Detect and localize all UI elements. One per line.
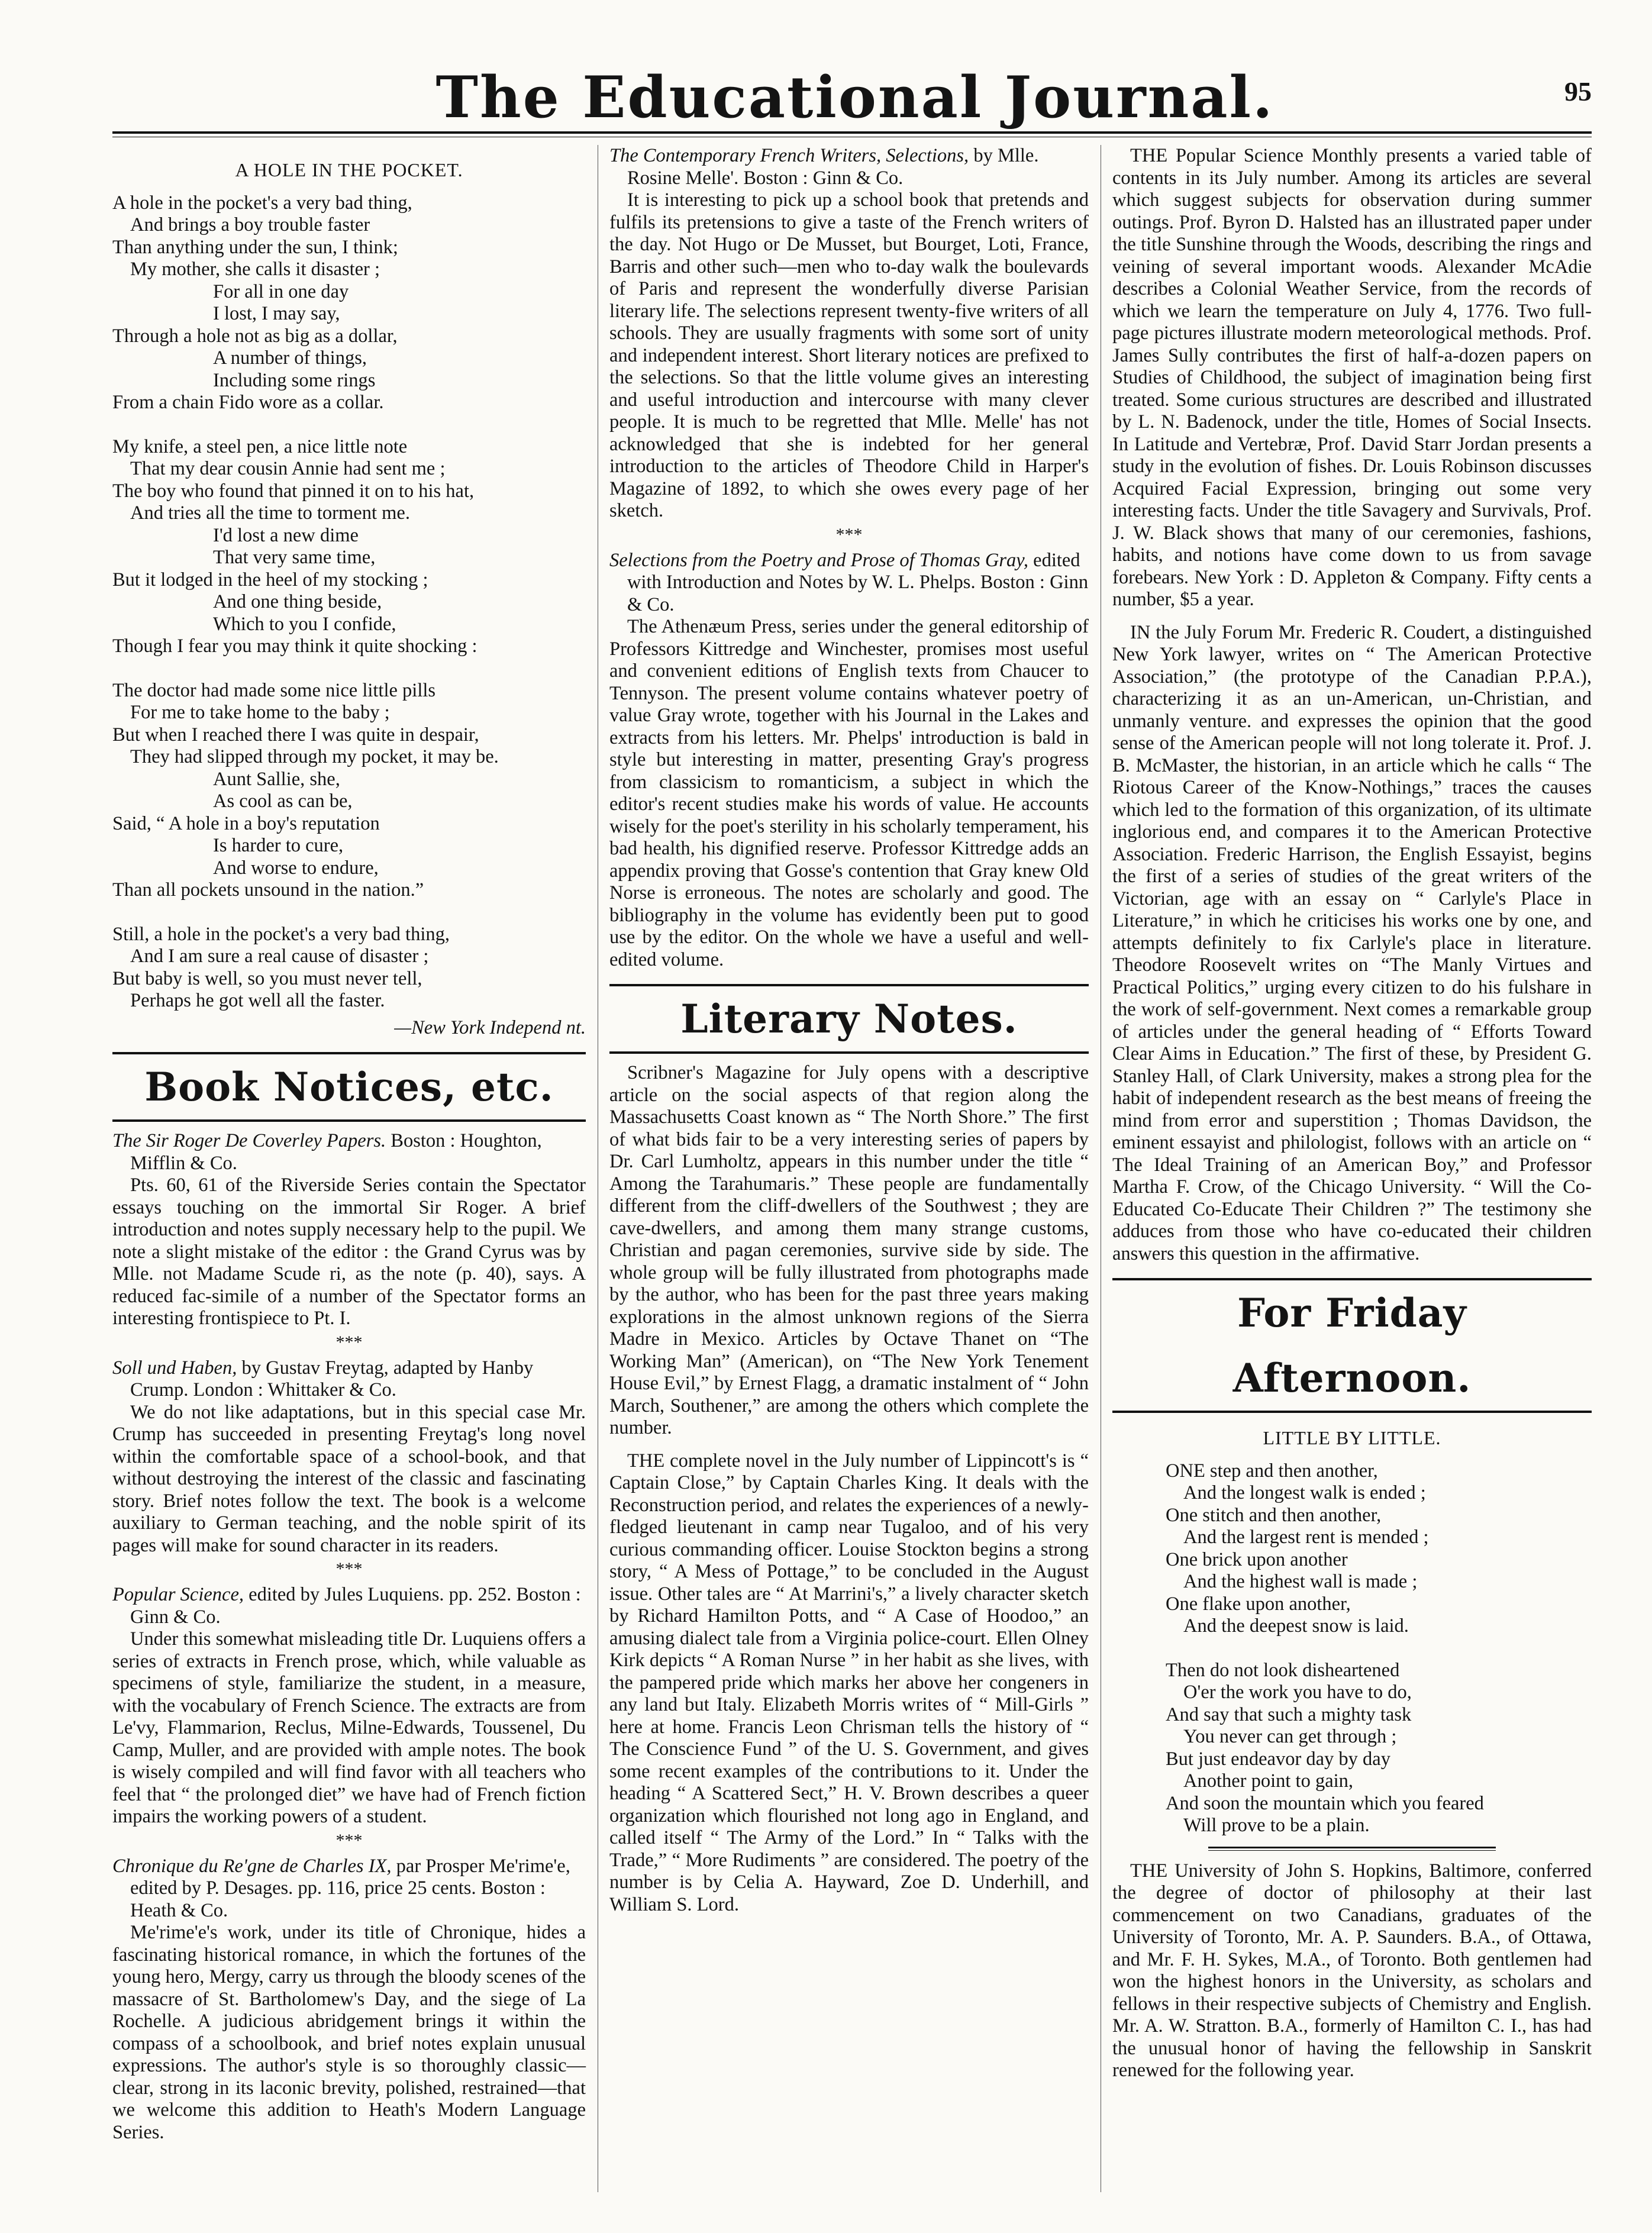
poem-line: Still, a hole in the pocket's a very bad thing, [112, 923, 450, 945]
book-review: It is interesting to pick up a school book that pretends and fulfils its pretensions to give a taste of the French writers of the day. Not Hugo or De Musset, but Bourget, Loti, France, Barris and other such—men who to-day walk the boulevards of Paris and represent the wonderfully diverse Parisian literary life. The selections represent twenty-five writers of all schools. They are usually fragments with some sort of unity and independent interest. Short literary notices are prefixed to the selections. So that the little volume gives an interesting and useful introduction and intercourse with many clever people. It is much to be regretted that Mlle. Melle' has not acknowledged that she is indebted for her general introduction to the articles of Theodore Child in Harper's Magazine of 1892, to which she owes every page of her sketch. [609, 189, 1089, 521]
book-publisher: edited by Jules Luquiens. pp. 252. Boston : Ginn & Co. [130, 1584, 581, 1628]
poem-line: And one thing beside, [213, 591, 382, 612]
poem-line: As cool as can be, [213, 790, 353, 812]
book-publisher: edited with Introduction and Notes by W. L. Phelps. Boston : Ginn & Co. [627, 549, 1089, 615]
asterism: *** [335, 1559, 363, 1579]
poem-little-by-little [1112, 1460, 1592, 1837]
book-review: Under this somewhat misleading title Dr. Luquiens offers a series of extracts in French prose, which, while valuable as specimens of style, familiarize the student, in a measure, with the vocabulary of French Science. The extracts are from Le'vy, Flammarion, Reclus, Milne-Edwards, Toussenel, Du Camp, Muller, and are provided with ample notes. The book is wisely compiled and will find favor with all teachers who feel that “ the prolonged diet” we have had of French fiction impairs the working powers of a student. [112, 1628, 586, 1827]
journal-title: The Educational Journal. [435, 64, 1275, 131]
section-heading-label: For Friday Afternoon. [1232, 1290, 1472, 1401]
poem-line: Through a hole not as big as a dollar, [112, 325, 398, 347]
section-heading-book-notices [112, 1052, 586, 1122]
book-review: We do not like adaptations, but in this special case Mr. Crump has succeeded in presenting Freytag's long novel within the comfortable space of a school-book, and that without destroying the interest of the classic and fascinating story. Brief notes follow the text. The book is a welcome auxiliary to German teaching, and the noble spirit of its pages will make for sound character in its readers. [112, 1401, 586, 1556]
book-publisher: Boston : Houghton, Mifflin & Co. [130, 1130, 542, 1174]
stanza-break [1166, 1638, 1592, 1660]
stanza-break [112, 658, 586, 680]
section-heading-label: Literary Notes. [680, 996, 1018, 1042]
book-review: Me'rime'e's work, under its title of Chronique, hides a fascinating historical romance, in which the fortunes of the young hero, Mergy, carry us through the bloody scenes of the massacre of St. Bartholomew's Day, and the siege of La Rochelle. A judicious abridgement brings it within the compass of a schoolbook, and brief notes explain unusual expressions. The author's style is so thoroughly classic—clear, strong in its laconic brevity, polished, restrained—that we welcome this addition to Heath's Modern Language Series. [112, 1922, 586, 2143]
poem-line: And soon the mountain which you feared [1166, 1792, 1484, 1814]
book-publisher: par Prosper Me'rime'e, edited by P. Desages. pp. 116, price 25 cents. Boston : Heath & Co. [130, 1855, 570, 1921]
poem-line: From a chain Fido wore as a collar. [112, 392, 384, 413]
book-entry-heading [112, 1130, 586, 1174]
book-publisher: by Mlle. Rosine Melle'. Boston : Ginn & Co. [627, 145, 1039, 189]
column-1 [112, 145, 586, 2144]
poem-line: My knife, a steel pen, a nice little note [112, 435, 408, 457]
header-rule [112, 131, 1592, 137]
poem-line: A number of things, [213, 347, 367, 369]
book-entry-heading [112, 1584, 586, 1628]
poem-line: And the longest walk is ended ; [1183, 1482, 1426, 1503]
poem-line: One brick upon another [1166, 1548, 1348, 1570]
literary-note: THE Popular Science Monthly presents a varied table of contents in its July number. Among its articles are several which suggest subjects for observation during summer outings. Prof. Byron D. Halsted has an illustrated paper under the title Sunshine through the Woods, describing the rings and veining of several important woods. Alexander McAdie describes a Colonial Weather Service, from the records of which we learn the temperature on July 4, 1776. Two full-page pictures illustrate modern meteorological methods. Prof. James Sully contributes the first of half-a-dozen papers on Studies of Childhood, the subject of imagination being first treated. Some curious structures are described and illustrated by L. N. Badenock, under the title, Homes of Social Insects. In Latitude and Vertebræ, Prof. David Starr Jordan presents a study in the evolution of fishes. Dr. Louis Robinson discusses Acquired Facial Expression, bringing out some very interesting facts. Under the title Savagery and Survivals, Prof. J. W. Black shows that many of our ceremonies, fashions, habits, and notions have come down to us from savage forebears. New York : D. Appleton & Company. Fifty cents a number, $5 a year. [1112, 145, 1592, 610]
poem-line: The boy who found that pinned it on to his hat, [112, 480, 475, 502]
poem-line: But baby is well, so you must never tell, [112, 967, 422, 989]
asterism: *** [335, 1332, 363, 1352]
book-publisher: by Gustav Freytag, adapted by Hanby Crump. London : Whittaker & Co. [130, 1357, 534, 1401]
poem-line: Perhaps he got well all the faster. [130, 990, 385, 1011]
asterism: *** [835, 524, 863, 544]
poem-line: But it lodged in the heel of my stocking ; [112, 569, 428, 590]
poem-line: And the largest rent is mended ; [1183, 1527, 1429, 1548]
book-entry-heading [609, 550, 1089, 617]
book-title: Chronique du Re'gne de Charles IX, [112, 1855, 392, 1877]
stanza-break [112, 414, 586, 436]
poem-line: But just endeavor day by day [1166, 1748, 1390, 1770]
asterism: *** [335, 1830, 363, 1850]
book-entry-heading [112, 1357, 586, 1402]
poem-line: I'd lost a new dime [213, 524, 359, 546]
poem-line: A hole in the pocket's a very bad thing, [112, 192, 412, 214]
poem-line: Another point to gain, [1183, 1770, 1354, 1792]
poem-line: Which to you I confide, [213, 613, 396, 635]
literary-note: Scribner's Magazine for July opens with a descriptive article on the social aspects of that region along the Massachusetts Coast known as “ The North Shore.” The first of what bids fair to be a very interesting series of papers by Dr. Carl Lumholtz, appears in this number under the title “ Among the Tarahumaris.” These people are fundamentally different from the cliff-dwellers of the Southwest ; they are cave-dwellers, and among them many strange customs, Christian and pagan ceremonies, survive side by side. The whole group will be fully illustrated from photographs made by the author, who has been for the past three years making explorations in the almost unknown regions of the Sierra Madre in Mexico. Articles by Octave Thanet on “The Working Man” (American), on “The New York Tenement House Evil,” by Ernest Flagg, a dramatic instalment of “ John March, Southener,” are among the others which complete the number. [609, 1062, 1089, 1438]
poem-line: You never can get through ; [1183, 1726, 1397, 1747]
column-2 [609, 145, 1089, 1916]
stanza-break [112, 902, 586, 924]
literary-note: THE complete novel in the July number of Lippincott's is “ Captain Close,” by Captain Charles King. It deals with the Reconstruction period, and relates the experiences of a newly-fledged lieutenant in camp near Tugaloo, and of his very curious commanding officer. Louise Stockton begins a strong story, “ A Mess of Pottage,” to be concluded in the August issue. Other tales are “ At Marrini's,” a lively character sketch by Richard Hamilton Potts, and “ A Case of Hoodoo,” an amusing dialect tale from a Virginia police-court. Ellen Olney Kirk depicts “ A Roman Nurse ” in her habit as she lives, with the pampered pride which marks her above her congeners in any land but Italy. Elizabeth Morris writes of “ Mill-Girls ” here at home. Francis Leon Chrisman tells the history of “ The Conscience Fund ” of the U. S. Government, and gives some recent examples of the contributions to it. Under the heading “ A Scattered Sect,” H. V. Brown describes a queer organization which flourished not long ago in England, and called itself “ The Army of the Lord.” In “ Talks with the Trade,” “ More Rudiments ” are considered. The poetry of the number is by Celia A. Hayward, Zoe D. Underhill, and William S. Lord. [609, 1450, 1089, 1915]
book-review: Pts. 60, 61 of the Riverside Series contain the Spectator essays touching on the immortal Sir Roger. A brief introduction and notes supply necessary help to the pupil. We note a slight mistake of the editor : the Grand Cyrus was by Mlle. not Madame Scude ri, as the note (p. 40), says. A reduced fac-simile of a number of the Spectator forms an interesting frontispiece to Pt. I. [112, 1174, 586, 1329]
poem-line: And worse to endure, [213, 857, 379, 879]
poem-line: But when I reached there I was quite in despair, [112, 724, 479, 746]
poem-line: Than anything under the sun, I think; [112, 236, 398, 258]
poem-line: For me to take home to the baby ; [130, 702, 390, 723]
poem-line: Said, “ A hole in a boy's reputation [112, 812, 380, 834]
book-review: The Athenæum Press, series under the general editorship of Professors Kittredge and Winchester, promises most useful and convenient editions of English texts from Chaucer to Tennyson. The present volume contains whatever poetry of value Gray wrote, together with his Journal in the Lakes and extracts from his letters. Mr. Phelps' introduction is bald in style but interesting in matter, presenting Gray's progress from classicism to romanticism, a subject in which the editor's recent studies make his words of value. He accounts wisely for the poet's sterility in his scholarly temperament, his bad health, his dignified reserve. Professor Kittredge adds an appendix proving that Gosse's contention that Gray knew Old Norse is erroneous. The notes are scholarly and good. The bibliography in the volume has evidently been put to good use by the editor. On the whole we have a useful and well-edited volume. [609, 616, 1089, 970]
poem-line: Including some rings [213, 369, 376, 391]
poem-line: Then do not look disheartened [1166, 1659, 1400, 1681]
poem-line: Than all pockets unsound in the nation.” [112, 879, 424, 901]
book-title: Selections from the Poetry and Prose of Thomas Gray, [609, 549, 1029, 571]
poem-line: Aunt Sallie, she, [213, 768, 340, 790]
poem-a-hole-in-the-pocket [112, 192, 586, 1012]
poem-line: And say that such a mighty task [1166, 1703, 1412, 1725]
column-3 [1112, 145, 1592, 2082]
poem-line: I lost, I may say, [213, 303, 340, 324]
book-entry-heading [112, 1856, 586, 1922]
poem-line: ONE step and then another, [1166, 1460, 1378, 1482]
poem-line: My mother, she calls it disaster ; [130, 259, 380, 280]
poem-title: LITTLE BY LITTLE. [1263, 1427, 1441, 1448]
poem-attribution: —New York Independ nt. [394, 1017, 586, 1038]
book-title: Soll und Haben, [112, 1357, 237, 1379]
poem-line: Is harder to cure, [213, 835, 344, 856]
page-number: 95 [1564, 76, 1592, 107]
book-title: The Sir Roger De Coverley Papers. [112, 1130, 386, 1151]
poem-line: That my dear cousin Annie had sent me ; [130, 458, 446, 479]
poem-line: And brings a boy trouble faster [130, 214, 370, 235]
masthead [118, 65, 1592, 130]
poem-line: One stitch and then another, [1166, 1504, 1382, 1526]
poem-line: One flake upon another, [1166, 1593, 1351, 1615]
poem-title: A HOLE IN THE POCKET. [235, 159, 463, 180]
section-heading-literary-notes [609, 984, 1089, 1054]
section-heading-label: Book Notices, etc. [144, 1064, 554, 1110]
poem-line: For all in one day [213, 280, 349, 302]
poem-line: That very same time, [213, 547, 376, 568]
book-title: The Contemporary French Writers, Selections, [609, 145, 969, 166]
book-entry-heading [609, 145, 1089, 189]
poem-line: O'er the work you have to do, [1183, 1682, 1412, 1703]
section-heading-for-friday-afternoon [1112, 1278, 1592, 1413]
poem-line: Though I fear you may think it quite shocking : [112, 635, 477, 657]
poem-line: They had slipped through my pocket, it may be. [130, 746, 499, 767]
literary-note: IN the July Forum Mr. Frederic R. Coudert, a distinguished New York lawyer, writes on “ The American Protective Association,” (the prototype of the Canadian P.P.A.), characterizing it as an un-American, un-Christian, and unmanly venture. and expresses the opinion that the good sense of the American people will not long tolerate it. Prof. J. B. McMaster, the historian, in an article which he calls “ The Riotous Career of the Know-Nothings,” traces the causes which led to the formation of this organization, of its ultimate inglorious end, and compares it to the American Protective Association. Frederic Harrison, the English Essayist, begins the first of a series of studies of the great writers of the Victorian, age with an essay on “ Carlyle's Place in Literature,” in which he criticises his works one by one, and attempts definitely to fix Carlyle's place in literature. Theodore Roosevelt writes on “The Manly Virtues and Practical Politics,” urging every citizen to do his fulshare in the work of self-government. Next comes a remarkable group of articles under the general heading of “ Efforts Toward Clear Aims in Education.” The first of these, by President G. Stanley Hall, of Clark University, makes a strong plea for the habit of independent research as the best means of freeing the mind from error and superstition ; Thomas Davidson, the eminent essayist and philologist, follows with an article on “ The Ideal Training of an American Boy,” and Professor Martha F. Crow, of the Chicago University. “ Will the Co-Educated Co-Educate Their Children ?” The testimony she adduces from those who have co-educated their children answers this question in the affirmative. [1112, 621, 1592, 1264]
poem-line: And I am sure a real cause of disaster ; [130, 946, 429, 967]
poem-line: And the deepest snow is laid. [1183, 1615, 1409, 1637]
poem-line: Will prove to be a plain. [1183, 1815, 1370, 1836]
divider-rule [1208, 1847, 1496, 1851]
poem-line: And the highest wall is made ; [1183, 1571, 1418, 1592]
poem-line: The doctor had made some nice little pills [112, 679, 436, 701]
literary-note: THE University of John S. Hopkins, Baltimore, conferred the degree of doctor of philosophy at their last commencement on two Canadians, graduates of the University of Toronto, Mr. A. P. Saunders. B.A., of Ottawa, and Mr. F. H. Sykes, M.A., of Toronto. Both gentlemen had won the highest honors in the University, as scholars and fellows in their respective subjects of Chemistry and English. Mr. A. W. Stratton. B.A., formerly of Hamilton C. I., has had the unusual honor of having the fellowship in Sanskrit renewed for the following year. [1112, 1860, 1592, 2081]
book-title: Popular Science, [112, 1584, 244, 1605]
poem-line: And tries all the time to torment me. [130, 502, 410, 524]
